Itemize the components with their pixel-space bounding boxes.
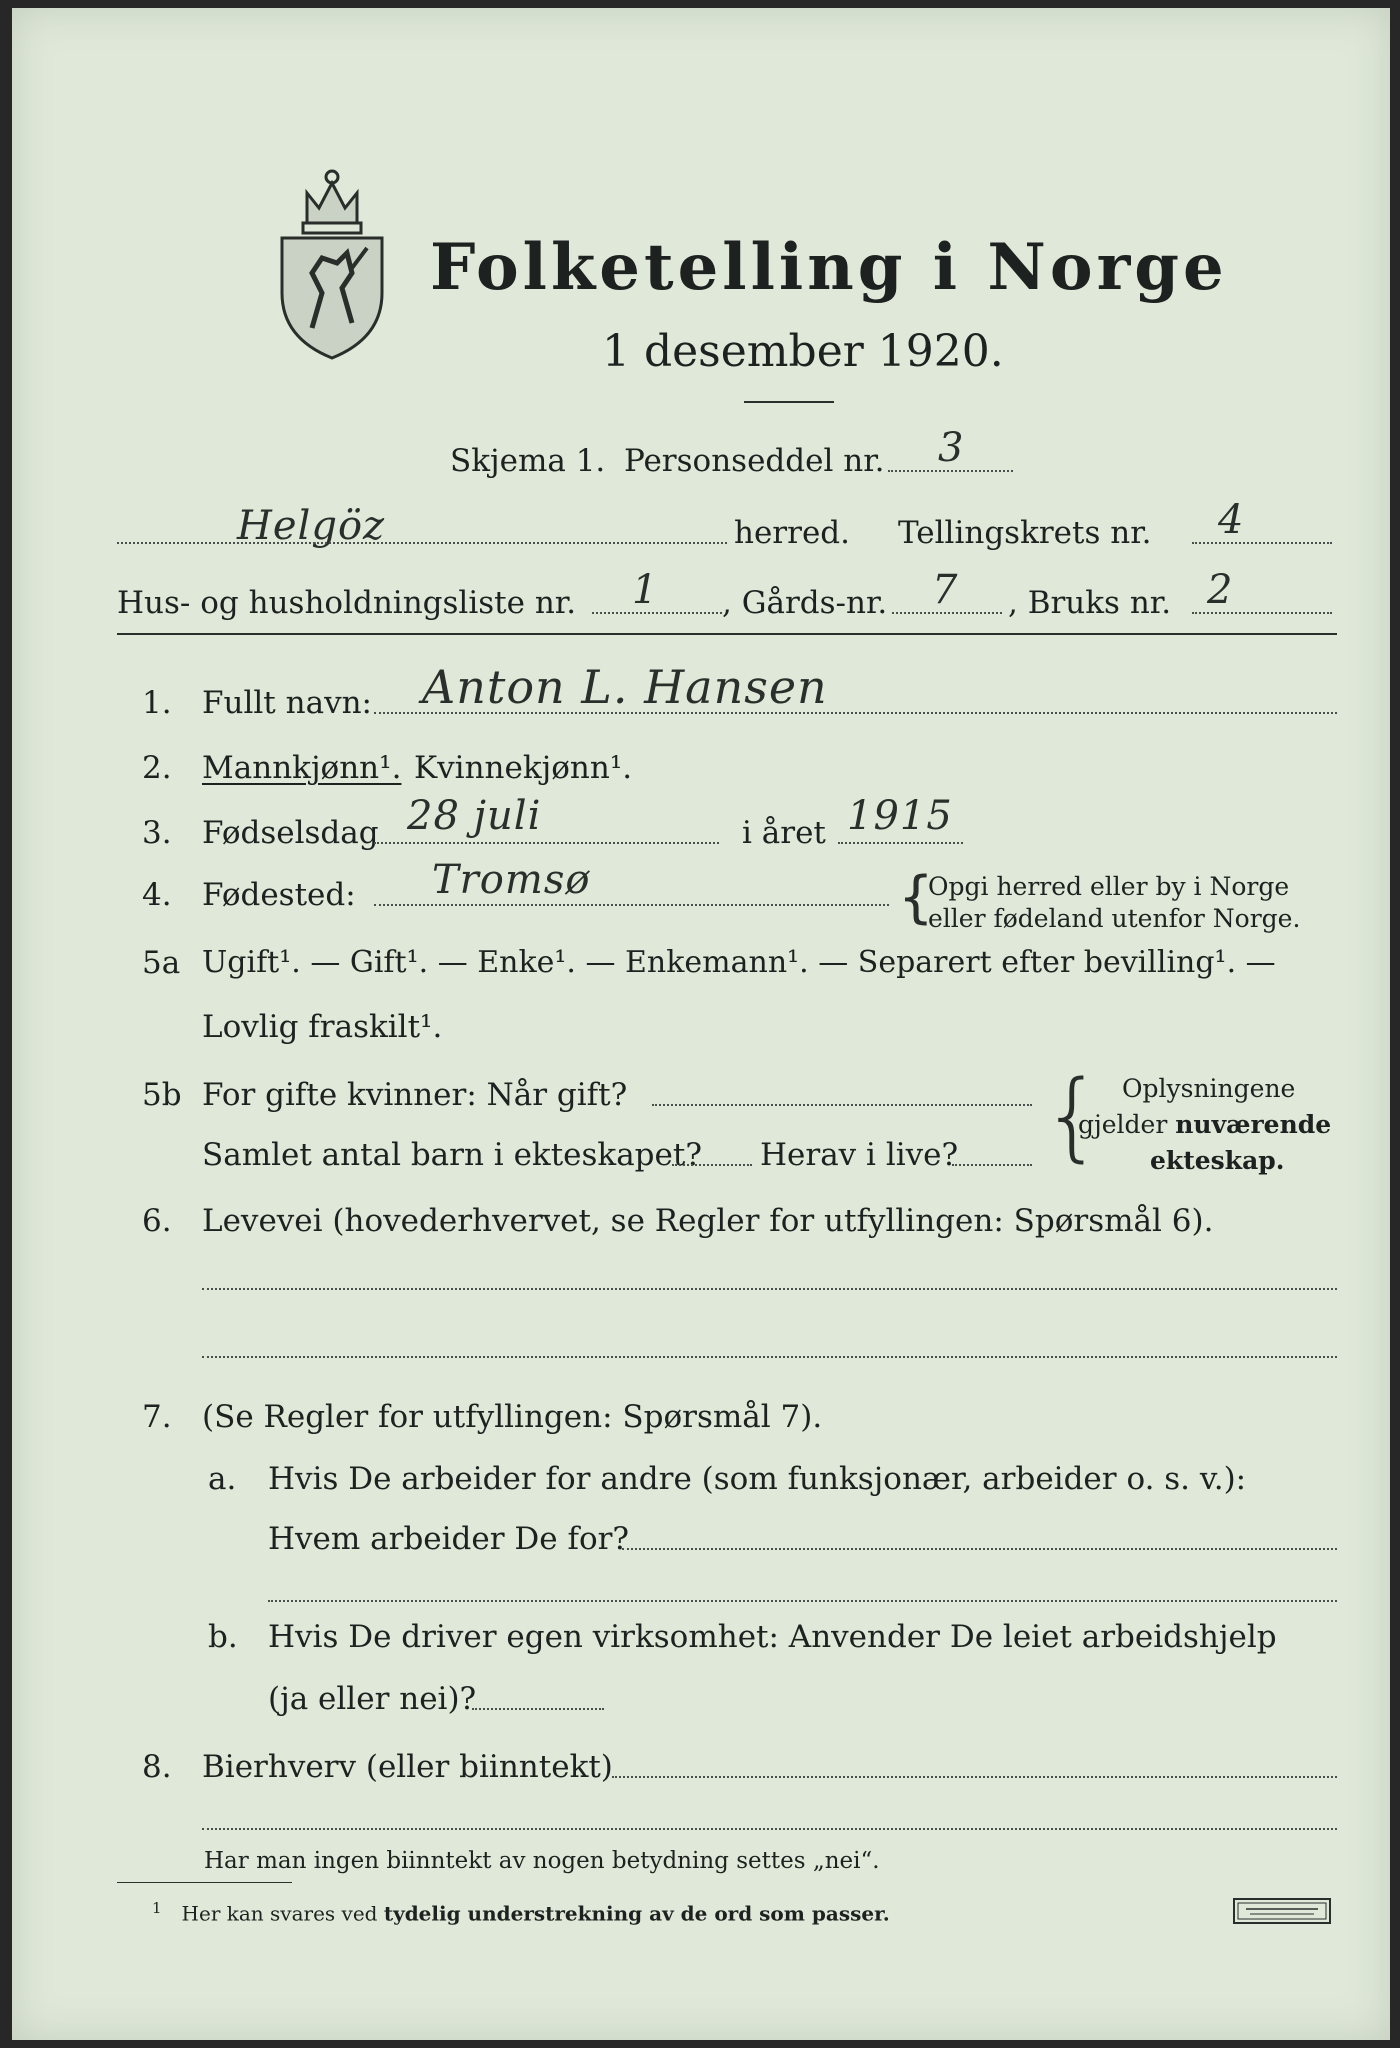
husliste-label: Hus- og husholdningsliste nr. (117, 585, 577, 621)
footnote-emphasis: tydelig understrekning av de ord som passer. (383, 1901, 890, 1926)
q7b-question: Hvis De driver egen virksomhet: Anvender De leiet arbeidshjelp (268, 1619, 1277, 1655)
gards-value: 7 (932, 567, 959, 613)
q5b-when-married-label: For gifte kvinner: Når gift? (202, 1077, 628, 1113)
q7b-letter: b. (208, 1619, 238, 1655)
q3-year-label: i året (742, 815, 826, 851)
q1-value: Anton L. Hansen (422, 660, 828, 714)
census-form (12, 8, 1390, 2040)
q3-number: 3. (142, 815, 172, 851)
q4-note-line2: eller fødeland utenfor Norge. (928, 904, 1301, 933)
q5b-note-line2 (1078, 1112, 1331, 1137)
q5b-note-line3: ekteskap. (1150, 1146, 1285, 1175)
bruks-value: 2 (1207, 567, 1234, 613)
q5b-number: 5b (142, 1077, 182, 1113)
q2-number: 2. (142, 750, 172, 786)
q8-label: Bierhverv (eller biinntekt) (202, 1749, 613, 1785)
q7-number: 7. (142, 1399, 172, 1435)
tellingskrets-value: 4 (1218, 497, 1245, 543)
personseddel-label: Personseddel nr. (624, 443, 885, 479)
q5b-children-label: Samlet antal barn i ekteskapet? (202, 1137, 702, 1173)
q5b-note-line1: Oplysningene (1122, 1074, 1296, 1103)
q8-number: 8. (142, 1749, 172, 1785)
q7b-yesno-label: (ja eller nei)? (268, 1681, 477, 1717)
q1-number: 1. (142, 685, 172, 721)
herred-label: herred. (734, 515, 850, 551)
tellingskrets-line (1192, 542, 1332, 544)
tellingskrets-label: Tellingskrets nr. (898, 515, 1152, 551)
q3-label: Fødselsdag (202, 815, 379, 851)
header-divider (117, 633, 1337, 635)
q5a-options-cont: Lovlig fraskilt¹. (202, 1009, 443, 1045)
q3-day-line (374, 842, 719, 844)
form-title: Folketelling i Norge (430, 230, 1228, 305)
q4-brace: { (898, 865, 934, 930)
q5b-children-line (672, 1164, 752, 1166)
q4-label: Fødested: (202, 877, 356, 913)
q3-day-value: 28 juli (407, 793, 542, 839)
q7a-line2 (268, 1600, 1337, 1602)
q2-male-option: Mannkjønn¹. (202, 750, 402, 786)
husliste-value: 1 (632, 567, 659, 613)
q5a-number: 5a (142, 945, 181, 981)
q7b-yesno-line (472, 1708, 604, 1710)
footnote-text: Her kan svares ved (181, 1901, 384, 1926)
footnote-mark: 1 (152, 1899, 162, 1917)
q6-number: 6. (142, 1203, 172, 1239)
q4-note-line1: Opgi herred eller by i Norge (928, 872, 1290, 901)
q3-year-line (838, 842, 963, 844)
q1-label: Fullt navn: (202, 685, 372, 721)
q7a-who-line (622, 1548, 1337, 1550)
q8-line2 (202, 1828, 1337, 1830)
gards-label: , Gårds-nr. (722, 585, 888, 621)
footer-note: Har man ingen biinntekt av nogen betydning settes „nei“. (204, 1848, 880, 1874)
q5a-options: Ugift¹. — Gift¹. — Enke¹. — Enkemann¹. — Separert efter bevilling¹. — (202, 945, 1276, 980)
q7a-who-label: Hvem arbeider De for? (268, 1521, 630, 1557)
footnote-rule (117, 1882, 292, 1883)
printer-stamp-icon (1232, 1896, 1332, 1926)
personseddel-value: 3 (938, 425, 965, 471)
q5b-alive-line (952, 1164, 1032, 1166)
q5b-note-line2a: gjelder (1078, 1110, 1176, 1139)
q7a-question: Hvis De arbeider for andre (som funksjonær, arbeider o. s. v.): (268, 1461, 1247, 1497)
q5b-note-line2b: nuværende (1175, 1110, 1332, 1139)
coat-of-arms-icon (267, 163, 397, 363)
skjema-label: Skjema 1. (450, 443, 606, 479)
q8-line1 (612, 1776, 1337, 1778)
q5b-brace: { (1042, 1060, 1104, 1172)
q6-label: Levevei (hovederhvervet, se Regler for utfyllingen: Spørsmål 6). (202, 1203, 1214, 1239)
q7-label: (Se Regler for utfyllingen: Spørsmål 7). (202, 1399, 823, 1435)
q3-year-value: 1915 (847, 793, 953, 839)
herred-line (117, 542, 727, 544)
bruks-label: , Bruks nr. (1008, 585, 1172, 621)
footnote (152, 1901, 890, 1924)
herred-value: Helgöz (237, 503, 386, 549)
q6-line2 (202, 1356, 1337, 1358)
q4-line (374, 904, 889, 906)
form-date: 1 desember 1920. (602, 326, 1004, 377)
q2-female-option: Kvinnekjønn¹. (414, 750, 633, 786)
q6-line1 (202, 1288, 1337, 1290)
q4-value: Tromsø (432, 857, 591, 903)
q7a-letter: a. (208, 1461, 237, 1497)
q4-number: 4. (142, 877, 172, 913)
title-rule (744, 401, 834, 403)
q5b-when-line (652, 1104, 1032, 1106)
q5b-alive-label: Herav i live? (760, 1137, 959, 1173)
